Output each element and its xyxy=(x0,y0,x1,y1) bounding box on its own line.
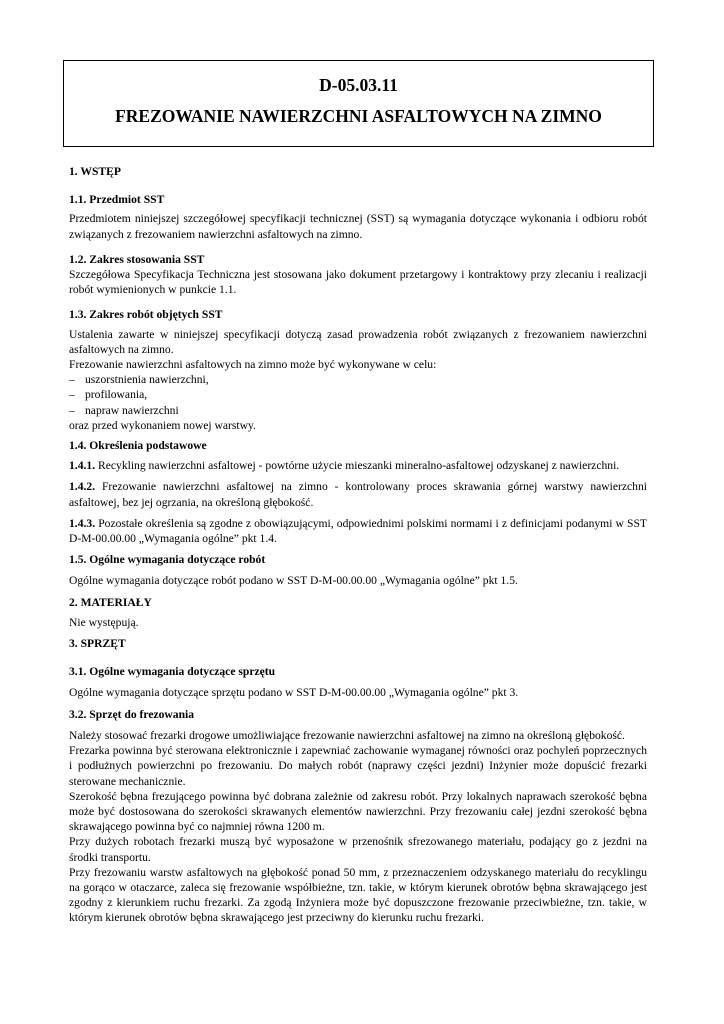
list-item: – profilowania, xyxy=(69,387,647,402)
section-2-text: Nie występują. xyxy=(69,615,139,629)
scope-list xyxy=(69,372,647,418)
section-3-2-paragraph: Należy stosować frezarki drogowe umożliwiające frezowanie nawierzchni asfaltowej na zimno na określoną głębokość. xyxy=(69,728,625,742)
definition-text: Recykling nawierzchni asfaltowej - powtórne użycie mieszanki mineralno-asfaltowej odzyskanej z nawierzchni. xyxy=(95,459,620,473)
definition-1-4-3 xyxy=(69,516,647,546)
list-item: – napraw nawierzchni xyxy=(69,403,647,418)
section-1-2-text: Szczegółowa Specyfikacja Techniczna jest stosowana jako dokument przetargowy i kontraktowy przy zlecaniu i realizacji robót wymienionych w punkcie 1.1. xyxy=(69,268,647,297)
definition-number: 1.4.1. xyxy=(69,459,96,473)
section-1-3-paragraph: Ustalenia zawarte w niniejszej specyfikacji dotyczą zasad prowadzenia robót związanych z frezowaniem nawierzchni asfaltowych na zimno. xyxy=(69,327,647,356)
section-3-heading: 3. SPRZĘT xyxy=(69,637,126,651)
definition-text: Pozostałe określenia są zgodne z obowiązującymi, odpowiednimi polskimi normami i z definicjami podanymi w SST D-M-00.00.00 „Wymagania ogólne” pkt 1.4. xyxy=(69,516,647,546)
definition-1-4-1 xyxy=(69,458,647,473)
section-3-1-text: Ogólne wymagania dotyczące sprzętu podano w SST D-M-00.00.00 „Wymagania ogólne” pkt 3. xyxy=(69,686,519,700)
list-item: – uszorstnienia nawierzchni, xyxy=(69,372,647,387)
section-3-2-heading: 3.2. Sprzęt do frezowania xyxy=(69,707,195,721)
section-1-3-heading: 1.3. Zakres robót objętych SST xyxy=(69,308,223,322)
section-2-heading: 2. MATERIAŁY xyxy=(69,595,152,609)
section-3-1-heading: 3.1. Ogólne wymagania dotyczące sprzętu xyxy=(69,665,276,679)
document-body xyxy=(69,160,647,926)
section-3-2-paragraph: Przy frezowaniu warstw asfaltowych na głębokość ponad 50 mm, z przeznaczeniem odzyskanego materiału do recyklingu na gorąco w otaczarce, zaleca się frezowanie współbieżne, tzn. takie, w którym kierunek obrotów bębna skrawającego jest zgodny z kierunkiem ruchu frezarki. Za zgodą Inżyniera może być dopuszczone frezowanie przeciwbieżne, tzn. takie, w którym kierunek obrotów bębna skrawającego jest przeciwny do kierunku ruchu frezarki. xyxy=(69,865,647,925)
section-1-3-paragraph: oraz przed wykonaniem nowej warstwy. xyxy=(69,418,256,432)
section-1-1-text: Przedmiotem niniejszej szczegółowej specyfikacji technicznej (SST) są wymagania dotyczące wykonania i odbioru robót związanych z frezowaniem nawierzchni asfaltowych na zimno. xyxy=(69,212,647,241)
section-1-3-paragraph: Frezowanie nawierzchni asfaltowych na zimno może być wykonywane w celu: xyxy=(69,358,437,372)
definition-number: 1.4.2. xyxy=(69,480,96,494)
section-1-2-heading: 1.2. Zakres stosowania SST xyxy=(69,252,205,266)
section-1-5-text: Ogólne wymagania dotyczące robót podano w SST D-M-00.00.00 „Wymagania ogólne” pkt 1.5. xyxy=(69,574,518,588)
definition-1-4-2 xyxy=(69,479,647,509)
spec-title: FREZOWANIE NAWIERZCHNI ASFALTOWYCH NA ZIMNO xyxy=(115,106,602,126)
definition-text: Frezowanie nawierzchni asfaltowej na zimno - kontrolowany proces skrawania górnej warstwy nawierzchni asfaltowej, bez jej ogrzania, na określoną głębokość. xyxy=(69,480,647,509)
section-1-5-heading: 1.5. Ogólne wymagania dotyczące robót xyxy=(69,553,266,567)
section-3-2-paragraph: Przy dużych robotach frezarki muszą być wyposażone w przenośnik sfrezowanego materiału, podający go z jezdni na środki transportu. xyxy=(69,835,647,864)
definition-number: 1.4.3. xyxy=(69,516,96,530)
section-1-4-heading: 1.4. Określenia podstawowe xyxy=(69,439,207,453)
title-box xyxy=(63,60,654,147)
section-1-heading: 1. WSTĘP xyxy=(69,165,121,178)
section-3-2-paragraph: Frezarka powinna być sterowana elektronicznie i zapewniać zachowanie wymaganej równości oraz pochyleń poprzecznych i podłużnych powierzchni po frezowaniu. Do małych robót (naprawy części jezdni) Inżynier może dopuścić frezarki sterowane mechanicznie. xyxy=(69,744,647,788)
spec-code: D-05.03.11 xyxy=(319,75,398,95)
section-1-1-heading: 1.1. Przedmiot SST xyxy=(69,193,165,207)
section-3-2-paragraph: Szerokość bębna frezującego powinna być dobrana zależnie od zakresu robót. Przy lokalnych naprawach szerokość bębna może być dostosowana do szerokości skrawanych elementów nawierzchni. Przy frezowaniu całej jezdni szerokość bębna skrawającego powinna być co najmniej równa 1200 m. xyxy=(69,789,647,834)
